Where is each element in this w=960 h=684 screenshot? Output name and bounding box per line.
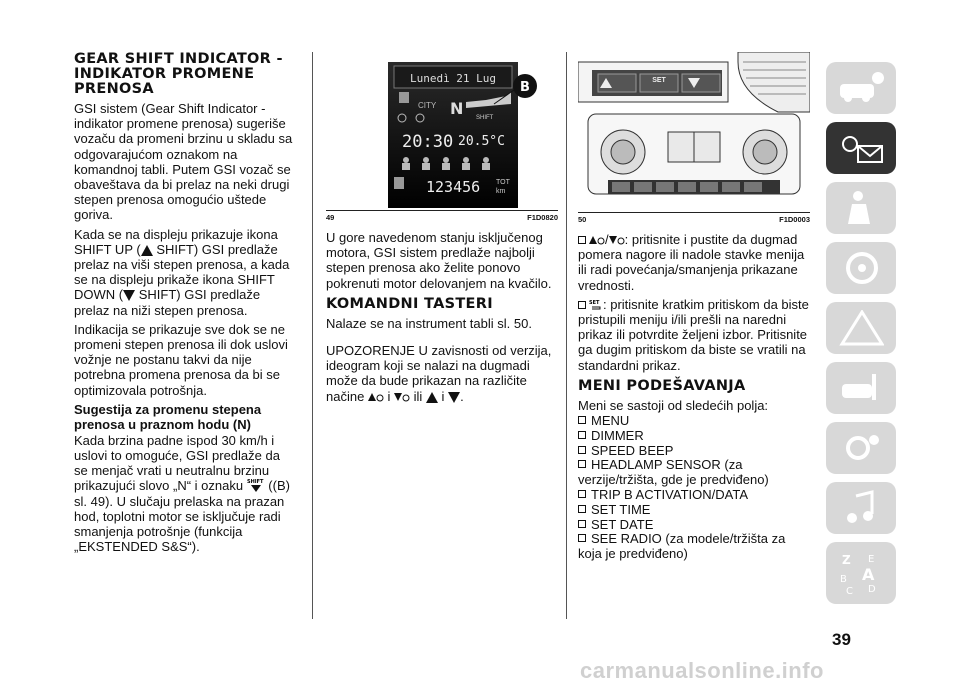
down-bright-icon — [394, 391, 410, 403]
neutral-paragraph — [74, 433, 294, 555]
slash-text: / — [605, 232, 609, 247]
list-item: SET DATE — [578, 518, 810, 533]
figure-49-caption — [326, 213, 558, 222]
figure-49 — [326, 52, 558, 211]
figure-50-caption — [578, 215, 810, 224]
tab-dashboard[interactable] — [826, 122, 896, 174]
list-item: SEE RADIO (za modele/tržišta za koja je predviđeno) — [578, 532, 810, 562]
tab-vehicle-info[interactable] — [826, 62, 896, 114]
section-title-komandni-tasteri: KOMANDNI TASTERI — [326, 295, 493, 312]
indication-paragraph: Indikacija se prikazuje sve dok se ne promeni stepen prenosa ili dok uslovi vožnje ne postanu takvi da nije potrebna promena prenosa da bi se optimizovala potrošnja. — [74, 321, 288, 398]
menu-intro-paragraph: Meni se sastoji od sledećih polja: — [578, 397, 769, 413]
set-button-label: SET — [652, 77, 666, 84]
instrument-display-illustration — [326, 52, 558, 210]
warning-text-e: . — [460, 388, 464, 404]
warning-text-c: ili — [410, 388, 426, 404]
shift-mid-text: SHIFT) GSI predlaže prelaz na viši stepen prenosa, a kada se na displeju prikaže ikona SHIFT DOWN ( — [74, 241, 290, 303]
fuel-icon — [394, 177, 404, 189]
shift-end-text: SHIFT) GSI predlaže prelaz na niži stepen prenosa. — [74, 287, 261, 318]
warning-paragraph — [326, 343, 558, 404]
list-item: SET TIME — [578, 503, 810, 518]
warning-text-d: i — [437, 388, 449, 404]
svg-text:B: B — [840, 574, 847, 585]
menu-items-list — [578, 414, 810, 562]
gear-drop-icon — [838, 430, 884, 466]
display-day-text: Lunedì 21 Lug — [409, 72, 497, 85]
column-left — [74, 52, 294, 558]
svg-text:E: E — [868, 554, 875, 565]
tab-multimedia[interactable] — [826, 482, 896, 534]
page-number: 39 — [832, 630, 851, 649]
car-info-icon — [838, 70, 884, 106]
column-middle — [326, 52, 558, 408]
lamp-envelope-icon — [838, 130, 884, 166]
list-item: SPEED BEEP — [578, 444, 810, 459]
shift-icons-paragraph — [74, 227, 294, 318]
display-temperature: 20.5°C — [458, 134, 505, 149]
figure-50 — [578, 52, 810, 213]
column-divider-1 — [312, 52, 313, 619]
bullet-marker — [578, 301, 586, 309]
warning-text-b: i — [383, 388, 395, 404]
up-bright-icon — [589, 234, 605, 246]
tab-emergency[interactable] — [826, 302, 896, 354]
tab-index[interactable] — [826, 542, 896, 604]
tab-maintenance[interactable] — [826, 362, 896, 414]
list-item: MENU — [578, 414, 810, 429]
bullet-marker — [578, 236, 586, 244]
buttons-location-paragraph: Nalaze se na instrument tabli sl. 50. — [326, 315, 532, 331]
tab-safety[interactable] — [826, 182, 896, 234]
city-label: CITY — [418, 101, 437, 110]
neutral-text-a: Kada brzina padne ispod 30 km/h i uslovi to omoguće, GSI predlaže da se menjač vrati u neutralnu brzinu prikazujući slovo „N“ i oznaku — [74, 432, 280, 494]
section-title-gear-shift: GEAR SHIFT INDICATOR - INDIKATOR PROMENE PRENOSA — [74, 51, 283, 97]
gsi-intro-paragraph: GSI sistem (Gear Shift Indicator - indikator promene prenosa) sugeriše vozaču da promeni brzinu u skladu sa odgovarajućom oznakom na komandnoj tabli. Putem GSI vozač se obaveštava da bi prelaz na neki drugi stepen prenosa omogućio uštede goriva. — [74, 101, 293, 223]
steering-wheel-icon — [838, 250, 884, 286]
km-label: km — [496, 188, 506, 195]
watermark-text: carmanualsonline.info — [580, 658, 824, 683]
section-title-meni: MENI PODEŠAVANJA — [578, 377, 746, 394]
shift-down-small-icon — [247, 478, 265, 492]
engine-off-paragraph: U gore navedenom stanju isključenog motora, GSI sistem predlaže najbolji stepen prenosa ako želite ponovo pokrenuti motor delovanjem na kvačilo. — [326, 230, 552, 291]
svg-text:SHIFT: SHIFT — [246, 479, 264, 486]
display-time: 20:30 — [402, 132, 454, 152]
shift-label: SHIFT — [476, 115, 494, 121]
warning-triangle-icon — [838, 310, 884, 346]
odometer-value: 123456 — [426, 178, 481, 196]
column-divider-2 — [566, 52, 567, 619]
shift-up-text: Kada se na displeju prikazuje ikona SHIFT UP ( — [74, 226, 278, 257]
music-note-icon — [838, 490, 884, 526]
up-down-buttons-paragraph — [578, 232, 810, 293]
down-bright-icon — [609, 234, 625, 246]
figure-49-number: 49 — [326, 213, 335, 222]
neutral-suggestion-heading: Sugestija za promenu stepena prenosa u praznom hodu (N) — [74, 401, 262, 432]
tab-technical-data[interactable] — [826, 422, 896, 474]
column-right — [578, 52, 810, 562]
gear-letter: N — [450, 99, 464, 118]
callout-b-label: B — [520, 80, 530, 95]
dashboard-buttons-illustration — [578, 52, 810, 212]
list-item: TRIP B ACTIVATION/DATA — [578, 488, 810, 503]
figure-50-number: 50 — [578, 215, 587, 224]
list-item: DIMMER — [578, 429, 810, 444]
up-down-text: : pritisnite i pustite da dugmad pomera nagore ili nadole stavke menija ili radi povećanja/smanjenja prikazane vrednosti. — [578, 232, 805, 293]
figure-49-code: F1D0820 — [527, 213, 558, 222]
shift-down-icon — [123, 290, 135, 301]
neutral-text-b: ((B) sl. 49). U slučaju prelaska na prazan hod, toplotni motor se isključuje radi smanjenja potrošnje (funkcija „EKSTENDED S&S“). — [74, 478, 290, 555]
car-wrench-icon — [838, 370, 884, 406]
set-button-paragraph — [578, 297, 810, 373]
warning-text-a: UPOZORENJE U zavisnosti od verzija, ideogram koji se nalazi na dugmadi može da bude prikazan na različite načine — [326, 343, 552, 404]
svg-text:SET: SET — [589, 299, 600, 306]
svg-text:D: D — [868, 584, 876, 595]
figure-50-code: F1D0003 — [779, 215, 810, 224]
svg-text:A: A — [862, 565, 875, 584]
svg-text:Z: Z — [842, 553, 851, 567]
alphabet-index-icon — [838, 550, 884, 596]
tab-starting-driving[interactable] — [826, 242, 896, 294]
list-item: HEADLAMP SENSOR (za verzije/tržišta, gde je predviđeno) — [578, 458, 810, 488]
up-triangle-icon — [426, 392, 438, 403]
down-triangle-icon — [448, 392, 460, 403]
set-button-text: : pritisnite kratkim pritiskom da biste pristupili meniju i/ili prešli na naredni prikaz ili potvrdite željeni izbor. Pritisnite ga dugim pritiskom da biste se vratili na standardni prikaz. — [578, 296, 809, 373]
seatbelt-person-icon — [838, 190, 884, 226]
svg-text:C: C — [846, 586, 853, 596]
shift-up-icon — [141, 245, 153, 256]
tot-label: TOT — [496, 179, 510, 186]
up-bright-icon — [368, 391, 384, 403]
set-button-icon — [589, 299, 603, 311]
